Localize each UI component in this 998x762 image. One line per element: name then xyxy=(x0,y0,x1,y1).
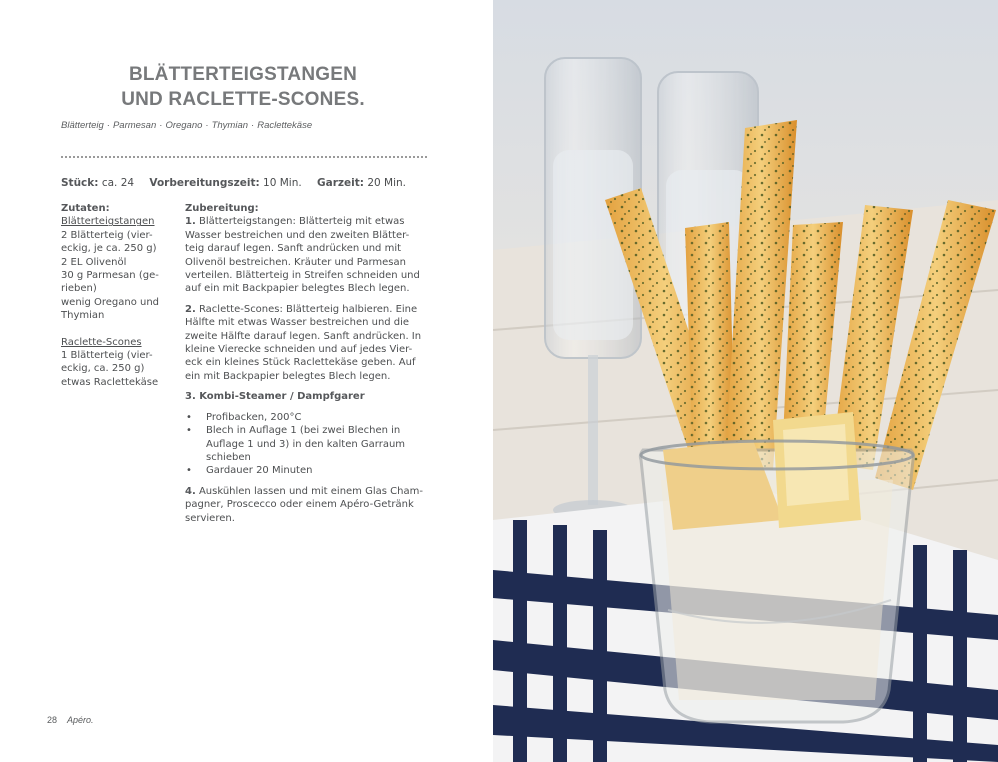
ingredient-line: etwas Raclettekäse xyxy=(61,376,159,388)
tag: Blätterteig xyxy=(61,120,104,131)
ingredients-heading: Zutaten: xyxy=(61,203,110,214)
title-line-2: UND RACLETTE-SCONES. xyxy=(121,89,365,110)
tag: Thymian xyxy=(211,120,249,131)
step-3-heading: 3. Kombi-Steamer / Dampfgarer xyxy=(185,391,365,403)
step-1 xyxy=(185,215,425,295)
tag-separator: · xyxy=(251,120,255,131)
chapter-name: Apéro. xyxy=(67,715,94,725)
ingredient-line: 2 Blätterteig (vier- xyxy=(61,229,153,241)
ingredient-group-title: Raclette-Scones xyxy=(61,336,142,348)
dotted-divider xyxy=(61,156,427,158)
step-text: Raclette-Scones: Blätterteig halbieren. Eine Hälfte mit etwas Wasser bestreichen und die zweite Hälfte darauf legen. Sanft andrücken. In kleine Vierecke schneiden und auf jedes Vier-eck ein kleines Stück Raclettekäse geben. Auf ein mit Backpapier belegtes Blech legen. xyxy=(185,303,422,382)
step-number: 4. xyxy=(185,485,196,497)
preparation-column xyxy=(185,202,425,532)
prep-time-label: Vorbereitungszeit: xyxy=(149,177,260,189)
tag: Raclettekäse xyxy=(257,120,313,131)
cook-time-label: Garzeit: xyxy=(317,177,364,189)
pieces-value: ca. 24 xyxy=(101,177,135,189)
recipe-photo xyxy=(493,0,998,762)
step-number: 1. xyxy=(185,216,196,228)
ingredient-group-title: Blätterteigstangen xyxy=(61,216,155,228)
ingredient-line: 1 Blätterteig (vier- xyxy=(61,350,153,362)
cook-time-value: 20 Min. xyxy=(367,177,406,189)
page-number: 28 xyxy=(47,715,58,725)
ingredient-line: rieben) xyxy=(61,283,97,295)
list-item: • Gardauer 20 Minuten xyxy=(185,464,425,477)
recipe-title xyxy=(60,62,426,112)
ingredients-column xyxy=(61,202,173,389)
prep-time-value: 10 Min. xyxy=(263,177,302,189)
tag-separator: · xyxy=(205,120,209,131)
recipe-page xyxy=(0,0,493,762)
ingredient-tags xyxy=(61,120,441,131)
step-text: Auskühlen lassen und mit einem Glas Cham-pagner, Proscecco oder einem Apéro-Getränk servieren. xyxy=(185,485,423,524)
ingredient-line: 30 g Parmesan (ge- xyxy=(61,270,159,282)
step-3-list xyxy=(185,411,425,478)
recipe-meta xyxy=(61,177,406,189)
step-number: 2. xyxy=(185,303,196,315)
photo-illustration xyxy=(493,0,998,762)
tag: Parmesan xyxy=(112,120,157,131)
ingredient-line: 2 EL Olivenöl xyxy=(61,256,127,268)
tag: Oregano xyxy=(165,120,203,131)
step-text: Blätterteigstangen: Blätterteig mit etwas Wasser bestreichen und den zweiten Blätter-teig darauf legen. Sanft andrücken und mit Olivenöl bestreichen. Kräuter und Parmesan verteilen. Blätterteig in Streifen schneiden und auf ein mit Backpapier belegtes Blech legen. xyxy=(185,216,420,295)
step-4 xyxy=(185,485,425,525)
ingredient-line: eckig, je ca. 250 g) xyxy=(61,243,157,255)
title-line-1: BLÄTTERTEIGSTANGEN xyxy=(128,64,358,85)
list-item: • Profibacken, 200°C xyxy=(185,411,425,424)
page-footer xyxy=(47,715,94,725)
ingredient-line: Thymian xyxy=(61,310,105,322)
ingredient-line: wenig Oregano und xyxy=(61,296,160,308)
list-item: • Blech in Auflage 1 (bei zwei Blechen in Auflage 1 und 3) in den kalten Garraum schieben xyxy=(185,424,425,464)
tag-separator: · xyxy=(106,120,110,131)
step-2 xyxy=(185,303,425,383)
pieces-label: Stück: xyxy=(61,177,99,189)
tag-separator: · xyxy=(159,120,163,131)
ingredient-line: eckig, ca. 250 g) xyxy=(61,363,145,375)
preparation-heading: Zubereitung: xyxy=(185,203,259,214)
